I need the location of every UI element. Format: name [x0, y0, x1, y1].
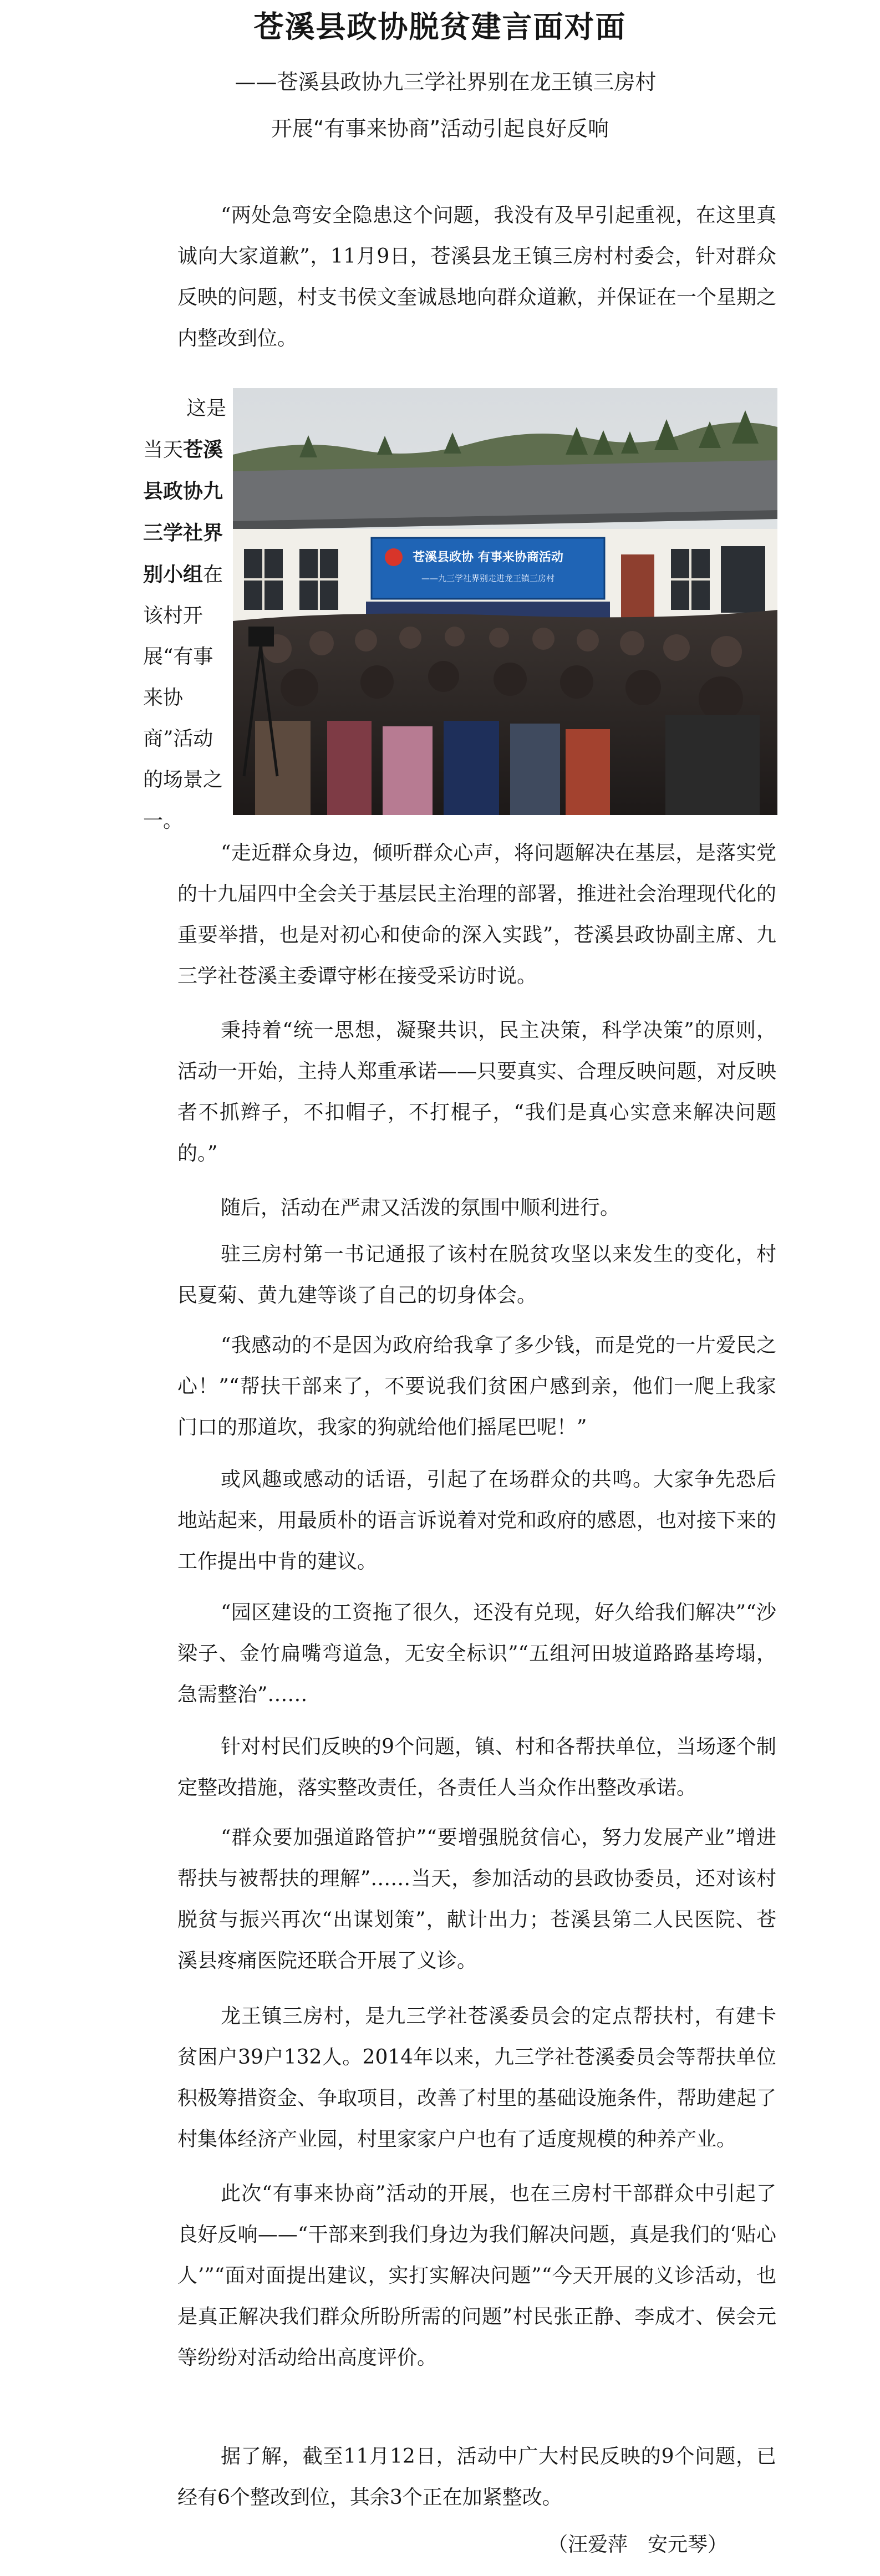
caption-tail: 在该村开展“有事来协商”活动的场景之一。: [143, 563, 223, 832]
paragraph-4: 随后，活动在严肃又活泼的氛围中顺利进行。: [221, 1197, 620, 1219]
paragraph-9: 针对村民们反映的9个问题，镇、村和各帮扶单位，当场逐个制定整改措施，落实整改责任，各责任人当众作出整改承诺。: [177, 1735, 776, 1799]
paragraph-3: 秉持着“统一思想，凝聚共识，民主决策，科学决策”的原则，活动一开始，主持人郑重承诺——只要真实、合理反映问题，对反映者不抓辫子，不扣帽子，不打棍子，“我们是真心实意来解决问题的。”: [177, 1019, 777, 1165]
caption-lead: 这是当天: [143, 397, 227, 461]
paragraph-1: “两处急弯安全隐患这个问题，我没有及早引起重视，在这里真诚向大家道歉”，11月9日，苍溪县龙王镇三房村村委会，针对群众反映的问题，村支书侯文奎诚恳地向群众道歉，并保证在一个星期之内整改到位。: [177, 204, 777, 350]
paragraph-11: 龙王镇三房村，是九三学社苍溪委员会的定点帮扶村，有建卡贫困户39户132人。2014年以来，九三学社苍溪委员会等帮扶单位积极筹措资金、争取项目，改善了村里的基础设施条件，帮助建起了村集体经济产业园，村里家家户户也有了适度规模的种养产业。: [177, 2005, 777, 2151]
banner-line1: 苍溪县政协 有事来协商活动: [413, 551, 563, 564]
caption-bold: 苍溪县政协九三学社界别小组: [143, 438, 223, 586]
event-photo: [233, 388, 777, 815]
paragraph-6: “我感动的不是因为政府给我拿了多少钱，而是党的一片爱民之心！”“帮扶干部来了，不要说我们贫困户感到亲，他们一爬上我家门口的那道坎，我家的狗就给他们摇尾巴呢！”: [177, 1334, 776, 1439]
author-signature: （汪爱萍 安元琴）: [547, 2533, 728, 2556]
paragraph-8: “园区建设的工资拖了很久，还没有兑现，好久给我们解决”“沙梁子、金竹扁嘴弯道急，无安全标识”“五组河田坡道路路基垮塌，急需整治”……: [177, 1601, 776, 1706]
paragraph-10: “群众要加强道路管护”“要增强脱贫信心，努力发展产业”增进帮扶与被帮扶的理解”……当天，参加活动的县政协委员，还对该村脱贫与振兴再次“出谋划策”，献计出力；苍溪县第二人民医院、苍溪县疼痛医院还联合开展了义诊。: [177, 1826, 776, 1972]
paragraph-13: 据了解，截至11月12日，活动中广大村民反映的9个问题，已经有6个整改到位，其余3个正在加紧整改。: [177, 2445, 776, 2509]
photo-caption: [143, 388, 232, 842]
paragraph-12: 此次“有事来协商”活动的开展，也在三房村干部群众中引起了良好反响——“干部来到我们身边为我们解决问题，真是我们的‘贴心人’”“面对面提出建议，实打实解决问题”“今天开展的义诊活动，也是真正解决我们群众所盼所需的问题”村民张正静、李成才、侯会元等纷纷对活动给出高度评价。: [177, 2182, 776, 2369]
article-subtitle-line2: 开展“有事来协商”活动引起良好反响: [271, 116, 609, 141]
paragraph-7: 或风趣或感动的话语，引起了在场群众的共鸣。大家争先恐后地站起来，用最质朴的语言诉说着对党和政府的感恩，也对接下来的工作提出中肯的建议。: [177, 1468, 777, 1573]
paragraph-2: “走近群众身边，倾听群众心声，将问题解决在基层，是落实党的十九届四中全会关于基层民主治理的部署，推进社会治理现代化的重要举措，也是对初心和使命的深入实践”，苍溪县政协副主席、九三学社苍溪主委谭守彬在接受采访时说。: [177, 842, 777, 987]
paragraph-5: 驻三房村第一书记通报了该村在脱贫攻坚以来发生的变化，村民夏菊、黄九建等谈了自己的切身体会。: [177, 1243, 776, 1307]
banner-line2: ——九三学社界别走进龙王镇三房村: [421, 573, 555, 583]
article-subtitle-line1: ——苍溪县政协九三学社界别在龙王镇三房村: [235, 70, 657, 94]
article-title: 苍溪县政协脱贫建言面对面: [253, 9, 627, 44]
